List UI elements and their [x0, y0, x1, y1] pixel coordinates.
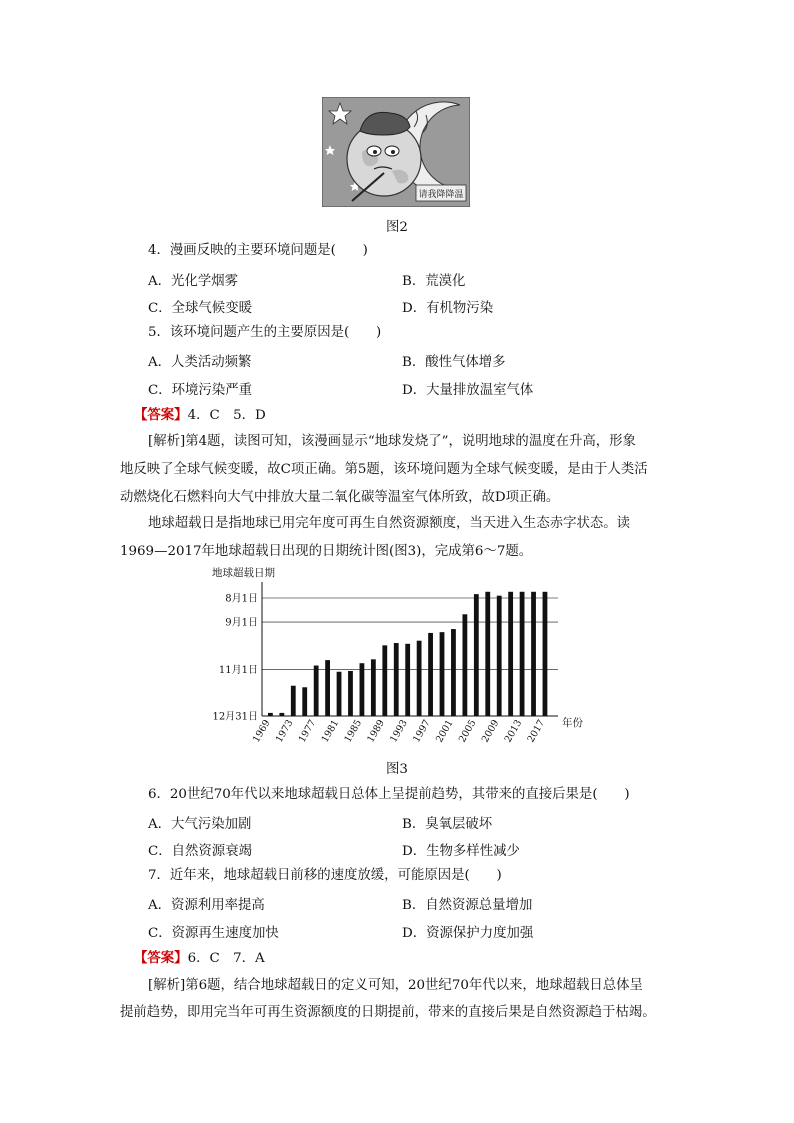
bar: [497, 596, 502, 716]
q4-option-d: D．有机物污染: [402, 301, 494, 316]
answer-tag: 【答案】: [134, 407, 188, 423]
analysis-6-7-line1: [解析]第6题，结合地球超载日的定义可知，20世纪70年代以来，地球超载日总体呈: [148, 978, 643, 993]
y-tick-label: 9月1日: [225, 617, 258, 629]
y-axis-label: 地球超载日期: [212, 567, 275, 579]
bar: [405, 644, 410, 716]
bar: [440, 632, 445, 716]
q7-option-b: B．自然资源总量增加: [402, 898, 533, 913]
bar: [337, 672, 342, 716]
q5-option-d: D．大量排放温室气体: [402, 383, 534, 398]
q5-option-b: B．酸性气体增多: [402, 355, 506, 370]
bar: [474, 594, 479, 716]
intro-line1: 地球超载日是指地球已用完年度可再生自然资源额度，当天进入生态赤字状态。读: [148, 516, 631, 531]
q4-option-c: C．全球气候变暖: [148, 301, 252, 316]
q4-option-b: B．荒漠化: [402, 274, 466, 289]
bar: [462, 614, 467, 716]
y-tick-label: 12月31日: [212, 711, 258, 723]
bar: [451, 629, 456, 716]
x-tick-label: 1989: [365, 718, 387, 745]
analysis-4-5-line2: 地反映了全球气候变暖，故C项正确。第5题，该环境问题为全球气候变暖，是由于人类活: [120, 462, 648, 477]
bar: [485, 592, 490, 716]
bar: [325, 660, 330, 716]
x-tick-label: 1993: [388, 718, 410, 745]
q6-option-d: D．生物多样性减少: [402, 844, 520, 859]
q7-option-a: A．资源利用率提高: [148, 898, 265, 913]
answer-text: 4．C 5．D: [187, 408, 266, 423]
bar: [371, 659, 376, 716]
x-tick-label: 1977: [296, 718, 319, 745]
answer-6-7: [134, 948, 265, 969]
y-tick-label: 8月1日: [225, 593, 258, 605]
q6-option-b: B．臭氧层破坏: [402, 817, 493, 832]
figure2-caption: 图2: [386, 220, 408, 235]
x-tick-label: 1985: [342, 718, 365, 745]
figure3-caption: 图3: [386, 762, 408, 777]
answer-tag: 【答案】: [134, 950, 188, 966]
bar: [394, 643, 399, 716]
bar: [268, 713, 273, 716]
x-tick-label: 1981: [319, 718, 342, 745]
answer-4-5: [134, 405, 266, 426]
x-tick-label: 2017: [525, 718, 548, 745]
bar: [348, 671, 353, 716]
question-6-stem: 6．20世纪70年代以来地球超载日总体上呈提前趋势，其带来的直接后果是( ): [148, 787, 630, 802]
bar: [543, 592, 548, 716]
question-4-stem: 4．漫画反映的主要环境问题是( ): [148, 243, 368, 258]
cartoon-stamp-text: 请我降降温: [418, 190, 464, 200]
bar: [302, 687, 307, 716]
q5-option-c: C．环境污染严重: [148, 383, 252, 398]
intro-line2: 1969—2017年地球超载日出现的日期统计图(图3)，完成第6～7题。: [120, 544, 533, 559]
bar: [314, 666, 319, 716]
x-tick-label: 2001: [434, 718, 456, 745]
bar: [417, 641, 422, 716]
x-tick-label: 2005: [456, 718, 479, 745]
bar: [382, 645, 387, 716]
earth-fever-cartoon-image: [322, 97, 470, 207]
bar: [508, 592, 513, 716]
overshoot-day-bar-chart: [210, 566, 590, 746]
analysis-4-5-line3: 动燃烧化石燃料向大气中排放大量二氧化碳等温室气体所致，故D项正确。: [120, 490, 560, 505]
analysis-6-7-line2: 提前趋势，即用完当年可再生资源额度的日期提前，带来的直接后果是自然资源趋于枯竭。: [120, 1005, 656, 1020]
bar: [360, 663, 365, 716]
q6-option-a: A．大气污染加剧: [148, 817, 252, 832]
y-tick-label: 11月1日: [218, 664, 258, 676]
x-tick-label: 1973: [273, 718, 296, 745]
figure2-cartoon: [322, 97, 470, 207]
bar: [428, 633, 433, 716]
q5-option-a: A．人类活动频繁: [148, 355, 252, 370]
x-tick-label: 1997: [411, 718, 433, 745]
question-7-stem: 7．近年来，地球超载日前移的速度放缓，可能原因是( ): [148, 868, 502, 883]
bar: [279, 713, 284, 716]
x-tick-label: 1969: [250, 718, 273, 745]
x-tick-label: 2009: [479, 718, 502, 745]
bar: [291, 686, 296, 716]
bar: [520, 592, 525, 716]
x-tick-label: 2013: [502, 718, 525, 745]
q7-option-c: C．资源再生速度加快: [148, 926, 279, 941]
q7-option-d: D．资源保护力度加强: [402, 926, 534, 941]
answer-text: 6．C 7．A: [187, 951, 265, 966]
bar: [531, 592, 536, 716]
q6-option-c: C．自然资源衰竭: [148, 844, 252, 859]
analysis-4-5-line1: [解析]第4题，读图可知，该漫画显示“地球发烧了”，说明地球的温度在升高，形象: [148, 434, 636, 449]
question-5-stem: 5．该环境问题产生的主要原因是( ): [148, 325, 382, 340]
x-axis-label: 年份: [562, 717, 583, 729]
q4-option-a: A．光化学烟雾: [148, 274, 239, 289]
